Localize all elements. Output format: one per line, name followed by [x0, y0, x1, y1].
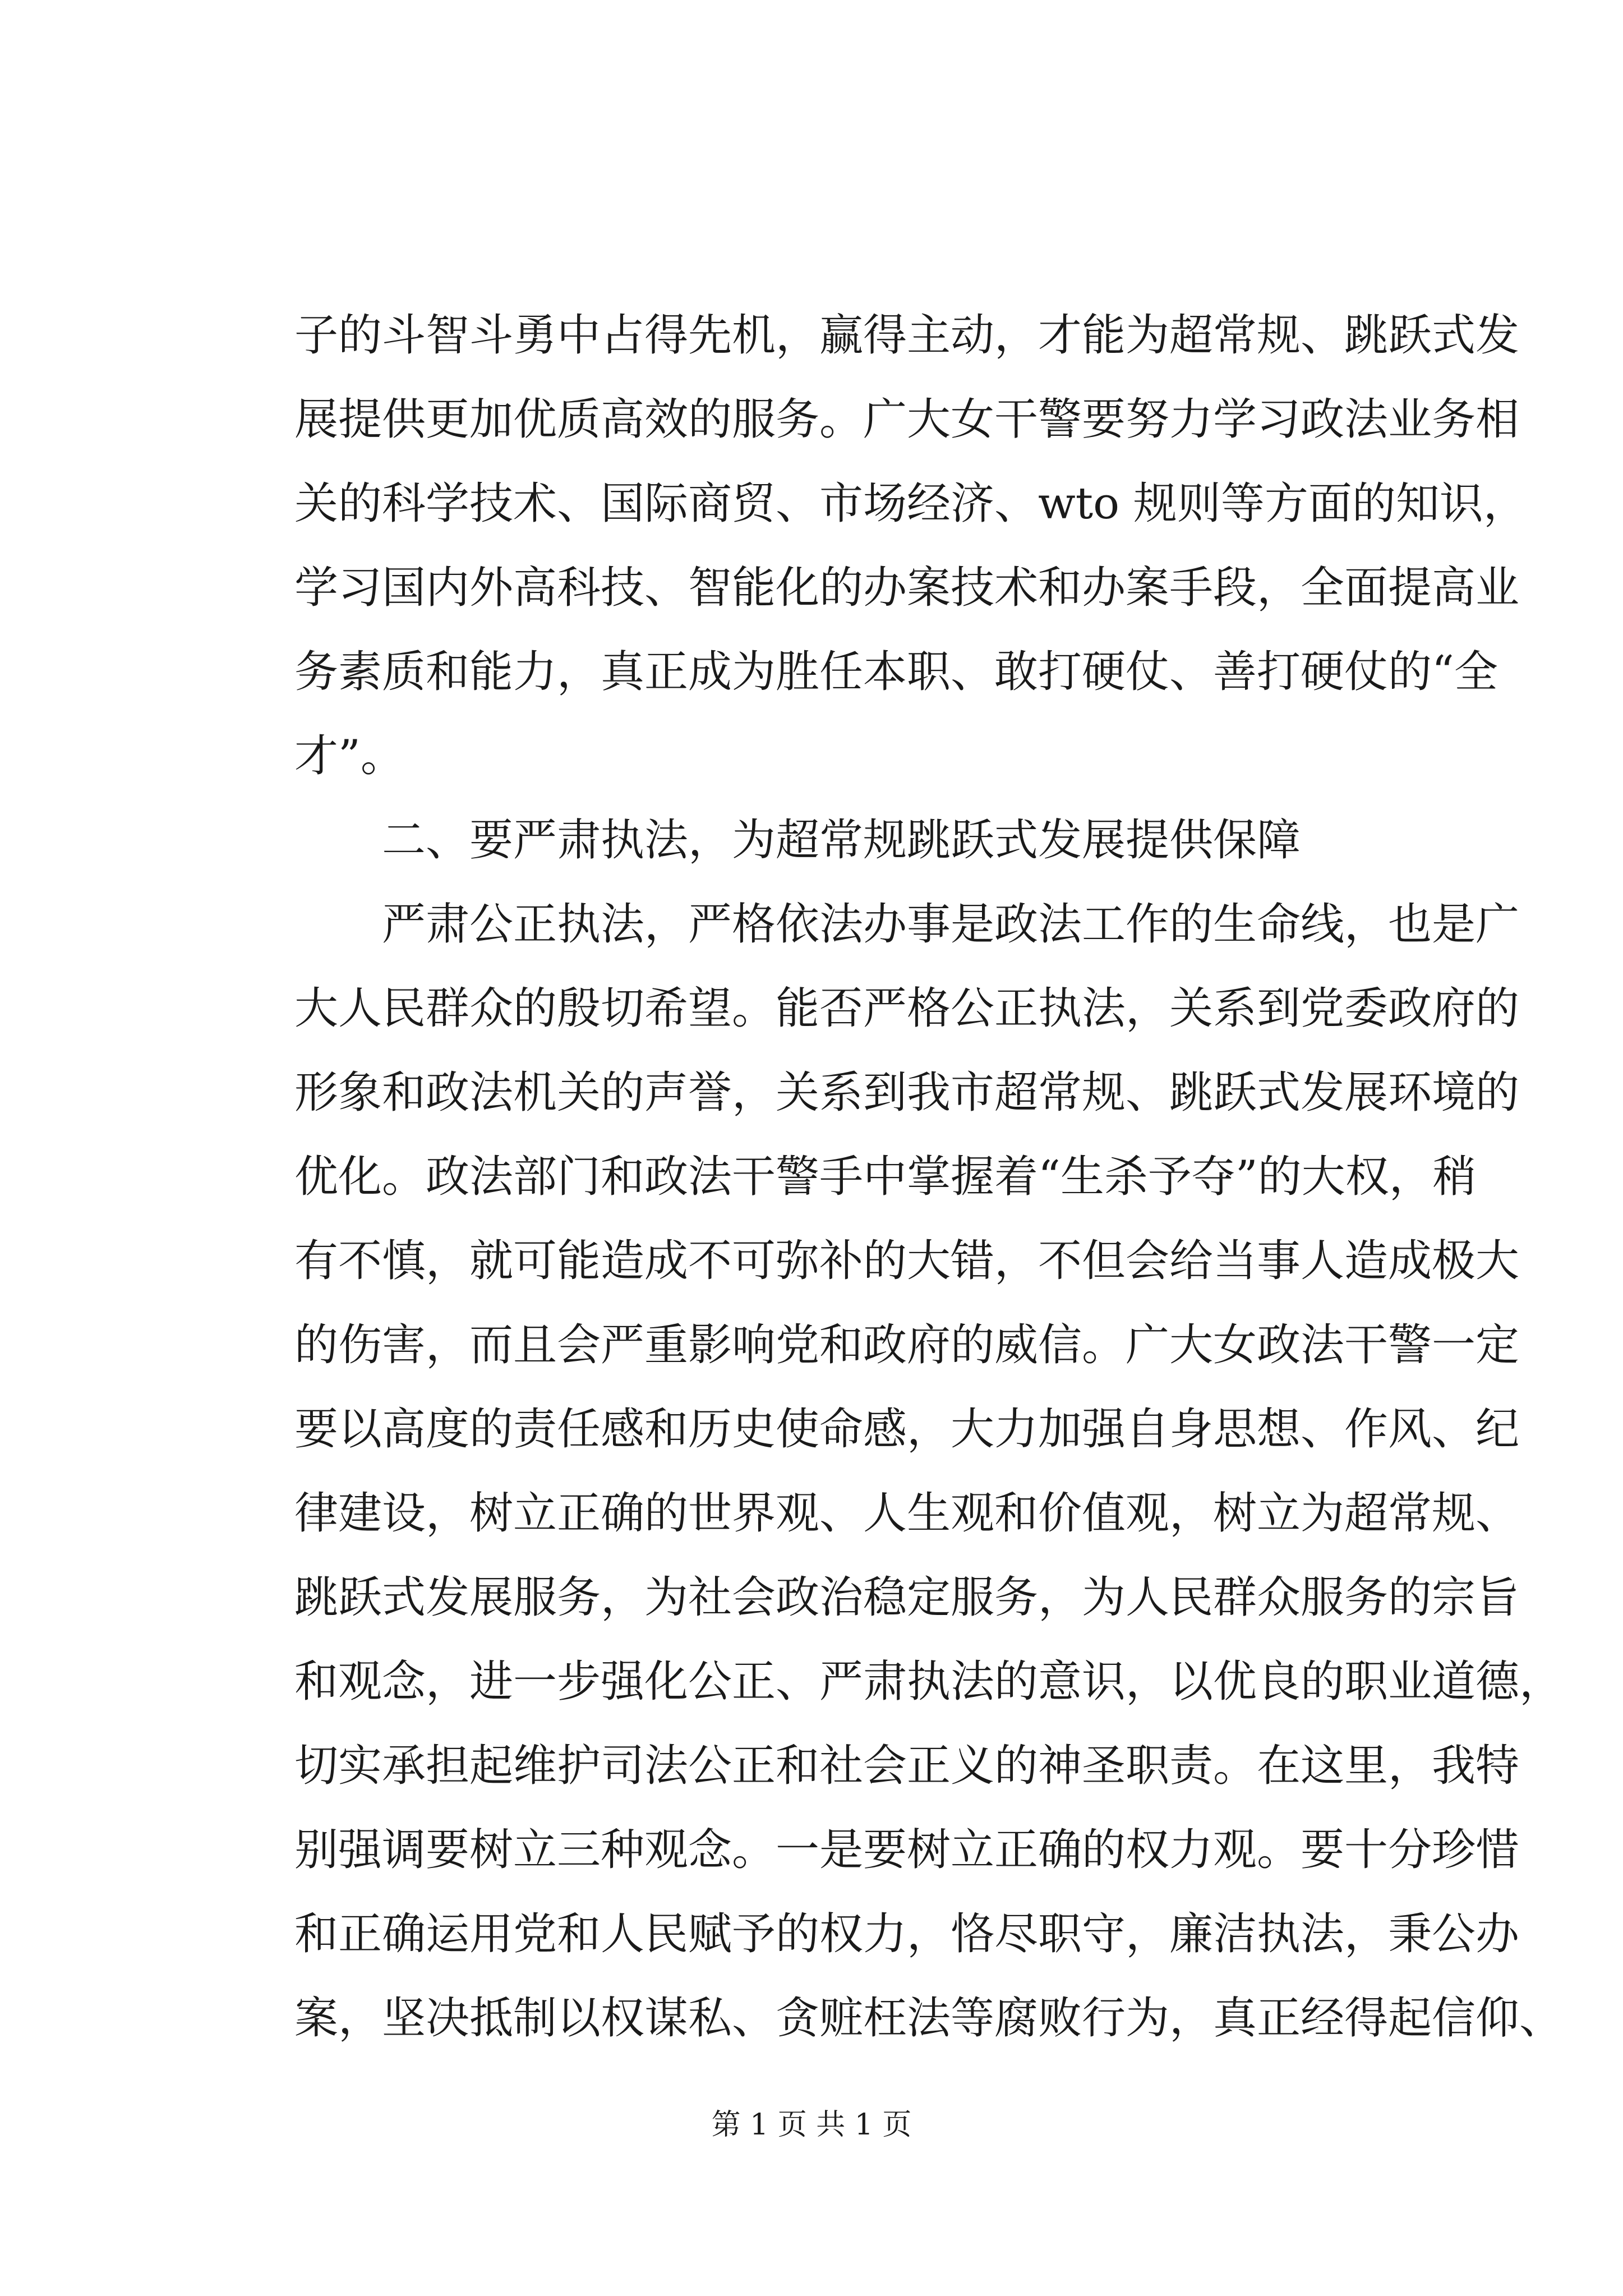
text-line: 关的科学技术、国际商贸、市场经济、wto 规则等方面的知识， [294, 478, 1527, 529]
text-line: 有不慎，就可能造成不可弥补的大错，不但会给当事人造成极大 [294, 1236, 1520, 1286]
text-line: 大人民群众的殷切希望。能否严格公正执法，关系到党委政府的 [294, 983, 1520, 1034]
text-line: 才”。 [294, 731, 404, 781]
text-line: 别强调要树立三种观念。一是要树立正确的权力观。要十分珍惜 [294, 1825, 1520, 1875]
text-line: 展提供更加优质高效的服务。广大女干警要努力学习政法业务相 [294, 394, 1520, 445]
text-line: 子的斗智斗勇中占得先机，赢得主动，才能为超常规、跳跃式发 [294, 310, 1520, 361]
section-heading: 二、要严肃执法，为超常规跳跃式发展提供保障 [294, 815, 1301, 866]
page-footer: 第 1 页 共 1 页 [711, 2108, 912, 2142]
text-line: 案，坚决抵制以权谋私、贪赃枉法等腐败行为，真正经得起信仰、 [294, 1993, 1564, 2044]
text-line: 的伤害，而且会严重影响党和政府的威信。广大女政法干警一定 [294, 1320, 1520, 1370]
text-line: 和观念，进一步强化公正、严肃执法的意识，以优良的职业道德， [294, 1657, 1564, 1707]
text-line: 和正确运用党和人民赋予的权力，恪尽职守，廉洁执法，秉公办 [294, 1909, 1520, 1959]
text-line: 学习国内外高科技、智能化的办案技术和办案手段，全面提高业 [294, 563, 1520, 613]
text-line: 要以高度的责任感和历史使命感，大力加强自身思想、作风、纪 [294, 1404, 1520, 1455]
text-line: 切实承担起维护司法公正和社会正义的神圣职责。在这里，我特 [294, 1741, 1520, 1791]
text-line: 优化。政法部门和政法干警手中掌握着“生杀予夺”的大权，稍 [294, 1152, 1477, 1202]
text-line: 跳跃式发展服务，为社会政治稳定服务，为人民群众服务的宗旨 [294, 1572, 1520, 1623]
text-line: 形象和政法机关的声誉，关系到我市超常规、跳跃式发展环境的 [294, 1068, 1520, 1118]
text-line: 律建设，树立正确的世界观、人生观和价值观，树立为超常规、 [294, 1488, 1520, 1539]
text-line: 务素质和能力，真正成为胜任本职、敢打硬仗、善打硬仗的“全 [294, 647, 1498, 697]
text-line: 严肃公正执法，严格依法办事是政法工作的生命线，也是广 [294, 899, 1520, 950]
